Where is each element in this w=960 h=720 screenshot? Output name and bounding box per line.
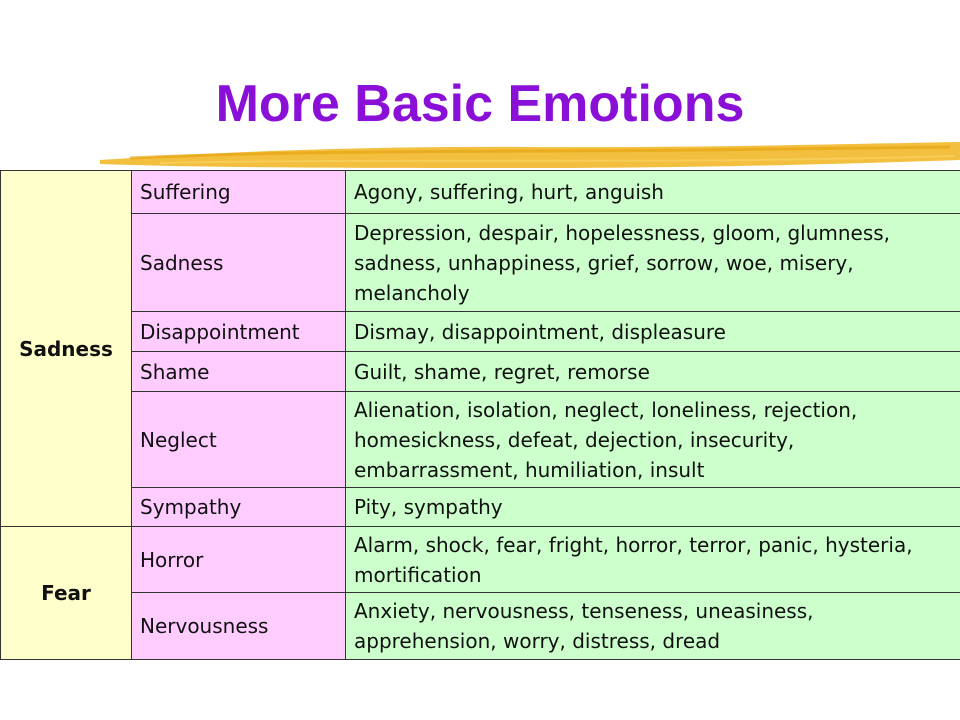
table-row [1,352,960,392]
words-cell: Depression, despair, hopelessness, gloom, glumness, sadness, unhappiness, grief, sorrow, woe, misery, melancholy [346,214,960,312]
words-cell: Guilt, shame, regret, remorse [346,352,960,392]
words-cell: Alienation, isolation, neglect, loneliness, rejection, homesickness, defeat, dejection, insecurity, embarrassment, humiliation, insult [346,392,960,488]
brush-stroke-decoration [100,138,960,174]
category-cell: Fear [1,527,132,660]
slide-title: More Basic Emotions [215,75,745,133]
subcategory-cell: Shame [132,352,346,392]
table-row [1,392,960,488]
subcategory-cell: Horror [132,527,346,593]
subcategory-cell: Nervousness [132,593,346,660]
words-cell: Anxiety, nervousness, tenseness, uneasiness, apprehension, worry, distress, dread [346,593,960,660]
emotions-table [0,170,960,660]
table-row [1,171,960,214]
table-row [1,488,960,527]
subcategory-cell: Suffering [132,171,346,214]
table-row [1,593,960,660]
subcategory-cell: Sadness [132,214,346,312]
words-cell: Agony, suffering, hurt, anguish [346,171,960,214]
subcategory-cell: Disappointment [132,312,346,352]
category-cell: Sadness [1,171,132,527]
subcategory-cell: Neglect [132,392,346,488]
table-row [1,214,960,312]
table-row [1,527,960,593]
subcategory-cell: Sympathy [132,488,346,527]
words-cell: Alarm, shock, fear, fright, horror, terror, panic, hysteria, mortification [346,527,960,593]
words-cell: Dismay, disappointment, displeasure [346,312,960,352]
table-row [1,312,960,352]
words-cell: Pity, sympathy [346,488,960,527]
